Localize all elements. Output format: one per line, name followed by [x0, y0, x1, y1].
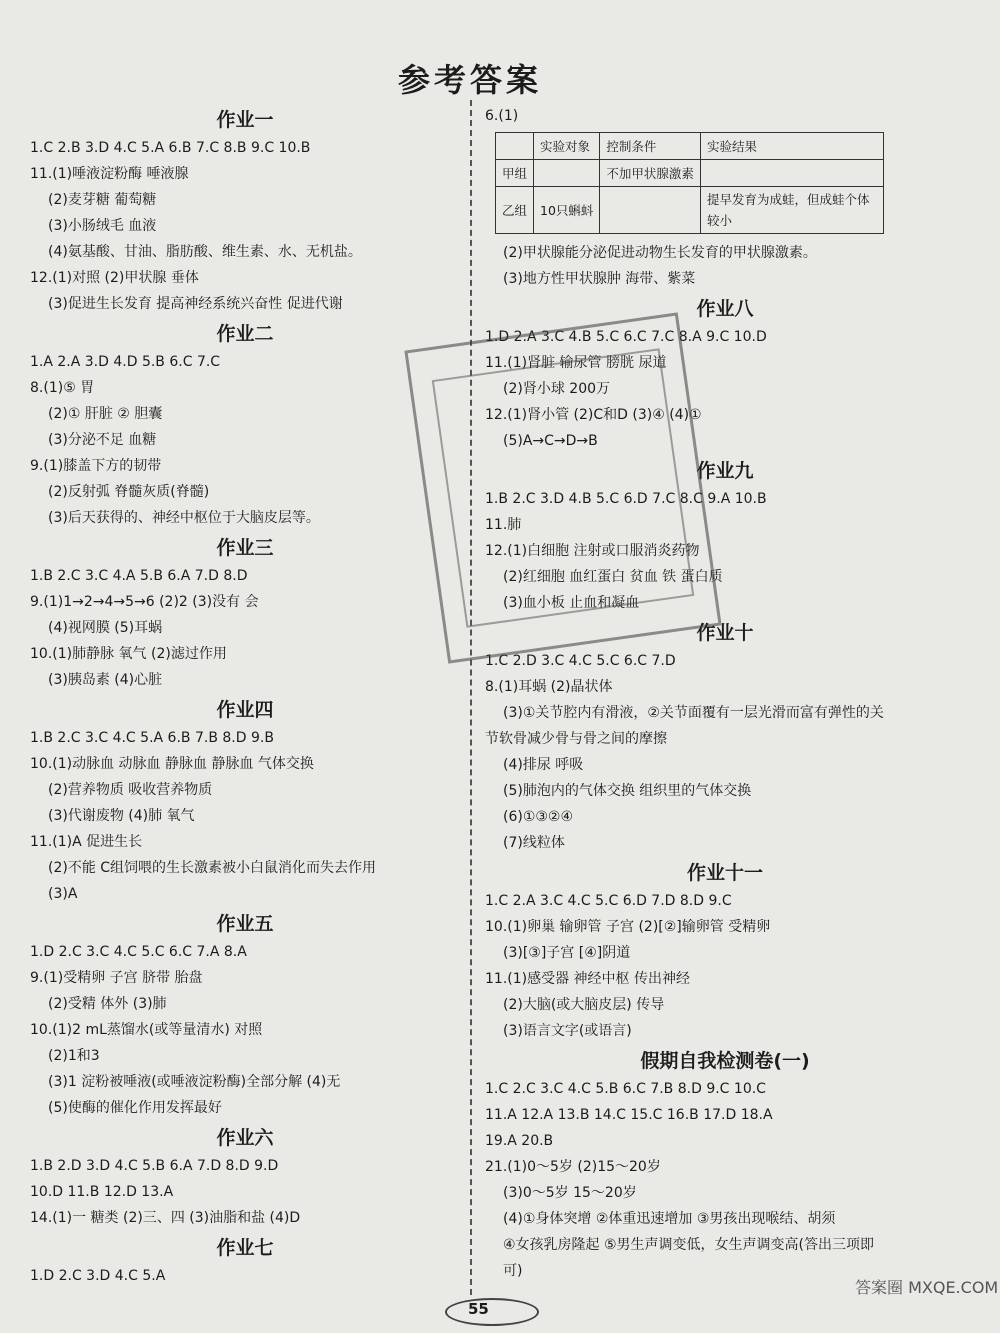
answer-line: (2)麦芽糖 葡萄糖 [48, 192, 157, 208]
answer-line: (3)血小板 止血和凝血 [503, 595, 640, 611]
section-heading: 作业二 [216, 323, 274, 345]
answer-line: (5)A→C→D→B [503, 433, 598, 449]
answer-line: (3)语言文字(或语言) [503, 1023, 632, 1039]
table-row [496, 160, 884, 187]
answer-line: (3)后天获得的、神经中枢位于大脑皮层等。 [48, 510, 320, 526]
answer-line: 8.(1)⑤ 胃 [30, 380, 95, 396]
answer-line: (2)① 肝脏 ② 胆囊 [48, 406, 163, 422]
answer-line: 1.A 2.A 3.D 4.D 5.B 6.C 7.C [30, 354, 221, 370]
answer-line: 10.(1)卵巢 输卵管 子宫 (2)[②]输卵管 受精卵 [485, 919, 771, 935]
answer-line: (2)甲状腺能分泌促进动物生长发育的甲状腺激素。 [503, 245, 817, 261]
answer-line: (3)①关节腔内有滑液，②关节面覆有一层光滑而富有弹性的关 [503, 705, 884, 721]
section-heading: 作业三 [216, 537, 274, 559]
answer-line: 1.C 2.C 3.C 4.C 5.B 6.C 7.B 8.D 9.C 10.C [485, 1081, 766, 1097]
answer-line: (3)胰岛素 (4)心脏 [48, 672, 163, 688]
answer-line: 1.B 2.D 3.D 4.C 5.B 6.A 7.D 8.D 9.D [30, 1158, 279, 1174]
section-heading: 作业九 [696, 460, 754, 482]
watermark: 答案圈 MXQE.COM [855, 1278, 999, 1297]
answer-line: 11.(1)A 促进生长 [30, 834, 143, 850]
answer-line: (2)反射弧 脊髓灰质(脊髓) [48, 484, 210, 500]
answer-line: (3)[③]子宫 [④]阴道 [503, 945, 631, 961]
answer-line: (3)地方性甲状腺肿 海带、紫菜 [503, 271, 696, 287]
answer-line: (4)①身体突增 ②体重迅速增加 ③男孩出现喉结、胡须 [503, 1211, 836, 1227]
answer-line: 10.D 11.B 12.D 13.A [30, 1184, 174, 1200]
section-heading: 作业六 [216, 1127, 274, 1149]
answer-line: 19.A 20.B [485, 1133, 554, 1149]
answer-line: 1.C 2.D 3.C 4.C 5.C 6.C 7.D [485, 653, 676, 669]
section-heading: 作业十 [696, 622, 754, 644]
section-heading: 作业八 [696, 298, 754, 320]
section-heading: 作业七 [216, 1237, 274, 1259]
answer-line: 1.C 2.A 3.C 4.C 5.C 6.D 7.D 8.D 9.C [485, 893, 732, 909]
answer-line: 12.(1)对照 (2)甲状腺 垂体 [30, 270, 199, 286]
left-column [30, 103, 460, 1289]
answer-line: (5)肺泡内的气体交换 组织里的气体交换 [503, 783, 752, 799]
answer-line: 11.(1)唾液淀粉酶 唾液腺 [30, 166, 189, 182]
answer-line: 11.A 12.A 13.B 14.C 15.C 16.B 17.D 18.A [485, 1107, 773, 1123]
table-cell: 提早发育为成蛙，但成蛙个体较小 [700, 187, 883, 234]
answer-line: 12.(1)肾小管 (2)C和D (3)④ (4)① [485, 407, 702, 423]
answer-line: (3)代谢废物 (4)肺 氧气 [48, 808, 195, 824]
answer-line: 1.D 2.C 3.C 4.C 5.C 6.C 7.A 8.A [30, 944, 247, 960]
answer-line: 10.(1)动脉血 动脉血 静脉血 静脉血 气体交换 [30, 756, 314, 772]
table-cell [700, 160, 883, 187]
section-heading: 作业一 [216, 109, 274, 131]
answer-line: 1.B 2.C 3.C 4.A 5.B 6.A 7.D 8.D [30, 568, 248, 584]
answer-line: (2)1和3 [48, 1048, 100, 1064]
answer-line: 1.B 2.C 3.D 4.B 5.C 6.D 7.C 8.C 9.A 10.B [485, 491, 767, 507]
table-cell [534, 160, 600, 187]
answer-line: 11.(1)肾脏 输尿管 膀胱 尿道 [485, 355, 667, 371]
table-cell: 乙组 [496, 187, 534, 234]
answer-line: (2)不能 C组饲喂的生长激素被小白鼠消化而失去作用 [48, 860, 377, 876]
answer-line: (3)A [48, 886, 78, 902]
answer-line: 10.(1)2 mL蒸馏水(或等量清水) 对照 [30, 1022, 263, 1038]
answer-line: 11.肺 [485, 517, 522, 533]
answer-line: 12.(1)白细胞 注射或口服消炎药物 [485, 543, 700, 559]
section-heading: 假期自我检测卷(一) [640, 1050, 810, 1072]
answer-line: (4)氨基酸、甘油、脂肪酸、维生素、水、无机盐。 [48, 244, 362, 260]
answer-line: (2)红细胞 血红蛋白 贫血 铁 蛋白质 [503, 569, 723, 585]
answer-line: (2)大脑(或大脑皮层) 传导 [503, 997, 665, 1013]
answer-line: (5)使酶的催化作用发挥最好 [48, 1100, 222, 1116]
table-cell: 实验结果 [700, 133, 883, 160]
answer-line: 9.(1)1→2→4→5→6 (2)2 (3)没有 会 [30, 594, 259, 610]
column-divider [470, 100, 472, 1295]
right-column [485, 103, 965, 1284]
answer-line: 8.(1)耳蜗 (2)晶状体 [485, 679, 613, 695]
answer-line: 14.(1)一 糖类 (2)三、四 (3)油脂和盐 (4)D [30, 1210, 301, 1226]
section-heading: 作业十一 [686, 862, 763, 884]
answer-line: (3)0～5岁 15～20岁 [503, 1185, 637, 1201]
page-number: 55 [468, 1300, 489, 1318]
table-cell: 甲组 [496, 160, 534, 187]
answer-line: (2)肾小球 200万 [503, 381, 611, 397]
answer-line: (7)线粒体 [503, 835, 565, 851]
answer-line: 10.(1)肺静脉 氧气 (2)滤过作用 [30, 646, 227, 662]
answer-line: 1.D 2.A 3.C 4.B 5.C 6.C 7.C 8.A 9.C 10.D [485, 329, 767, 345]
answer-line: (4)视网膜 (5)耳蜗 [48, 620, 163, 636]
answer-line: (2)受精 体外 (3)肺 [48, 996, 167, 1012]
table-cell [496, 133, 534, 160]
table-cell: 实验对象 [534, 133, 600, 160]
answer-line: (3)小肠绒毛 血液 [48, 218, 157, 234]
section-heading: 作业五 [216, 913, 274, 935]
answer-line: 11.(1)感受器 神经中枢 传出神经 [485, 971, 690, 987]
answer-line: (6)①③②④ [503, 809, 574, 825]
section-heading: 作业四 [216, 699, 274, 721]
answer-line: ④女孩乳房隆起 ⑤男生声调变低，女生声调变高(答出三项即 [503, 1237, 875, 1253]
experiment-table [495, 132, 884, 234]
page-title: 参考答案 [397, 61, 542, 99]
answer-line: 21.(1)0～5岁 (2)15～20岁 [485, 1159, 661, 1175]
answer-line: 9.(1)受精卵 子宫 脐带 胎盘 [30, 970, 203, 986]
table-cell: 10只蝌蚪 [534, 187, 600, 234]
answer-line: 1.B 2.C 3.C 4.C 5.A 6.B 7.B 8.D 9.B [30, 730, 274, 746]
answer-line: 节软骨减少骨与骨之间的摩擦 [485, 731, 667, 747]
answer-line: 1.D 2.C 3.D 4.C 5.A [30, 1268, 166, 1284]
answer-line: (3)促进生长发育 提高神经系统兴奋性 促进代谢 [48, 296, 343, 312]
answer-line: (3)分泌不足 血糖 [48, 432, 157, 448]
table-cell: 控制条件 [600, 133, 701, 160]
fish-logo-icon [445, 1298, 539, 1326]
table-header-row [496, 133, 884, 160]
answer-line: 1.C 2.B 3.D 4.C 5.A 6.B 7.C 8.B 9.C 10.B [30, 140, 311, 156]
answer-line: (2)营养物质 吸收营养物质 [48, 782, 213, 798]
answer-line: 6.(1) [485, 108, 519, 124]
table-cell: 不加甲状腺激素 [600, 160, 701, 187]
answer-line: (3)1 淀粉被唾液(或唾液淀粉酶)全部分解 (4)无 [48, 1074, 341, 1090]
table-row [496, 187, 884, 234]
table-cell [600, 187, 701, 234]
answer-line: 9.(1)膝盖下方的韧带 [30, 458, 162, 474]
answer-line: (4)排尿 呼吸 [503, 757, 584, 773]
answer-line: 可) [503, 1263, 523, 1279]
